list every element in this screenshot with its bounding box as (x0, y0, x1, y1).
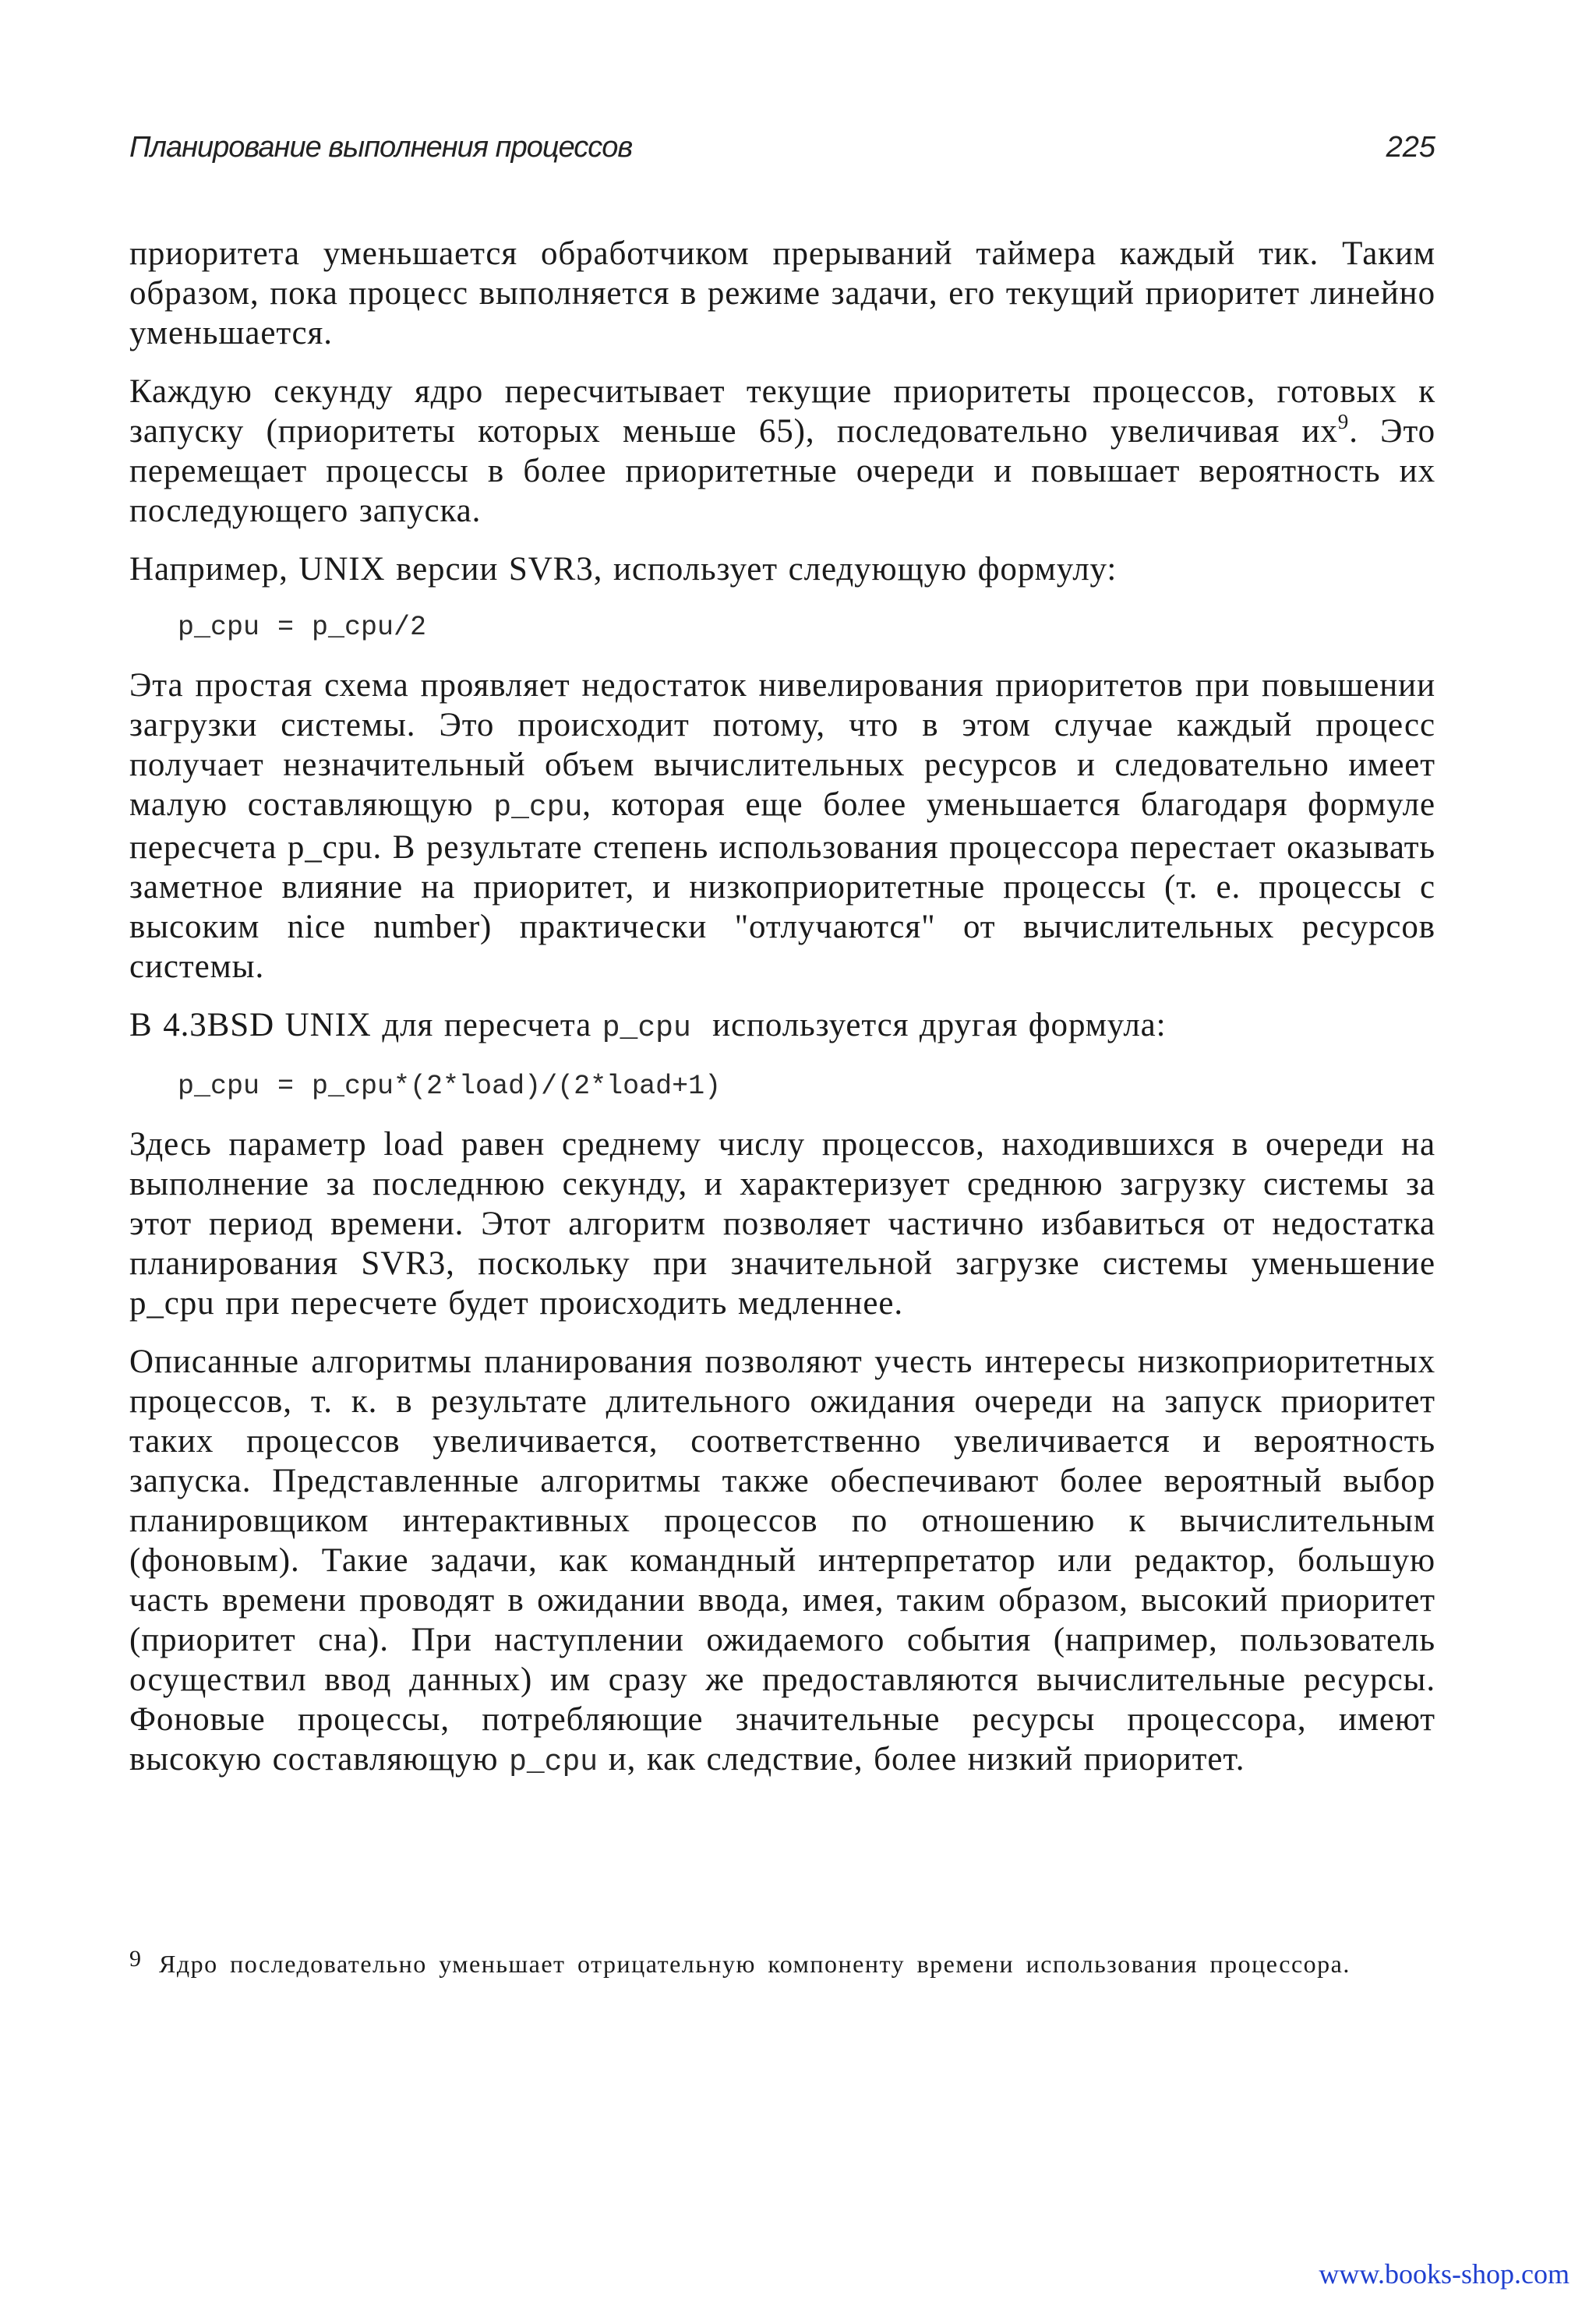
paragraph-3: Например, UNIX версии SVR3, использует следующую формулу: (129, 551, 1118, 588)
paragraph-5-tail: используется другая формула: (712, 1007, 1167, 1043)
page-header (129, 131, 1435, 178)
inline-code-p-cpu: p_cpu (509, 1746, 598, 1779)
running-title: Планирование выполнения процессов (129, 131, 633, 164)
paragraph-7-text: Описанные алгоритмы планирования позволяют учесть интересы низкоприоритетных процессов, т. к. в результате длительного ожидания очереди на запуск приоритет таких процессов увеличивается, соответственно увеличивается и вероятность запуска. Представленные алгоритмы также обеспечивают более вероятный выбор планировщиком интерактивных процессов по отношению к вычислительным (фоновым). Такие задачи, как командный интерпретатор или редактор, большую часть времени проводят в ожидании ввода, имея, таким образом, высокий приоритет (приоритет сна). При наступлении ожидаемого события (например, пользователь осуществил ввод данных) им сразу же предоставляются вычислительные ресурсы. Фоновые процессы, потребляющие значительные ресурсы процессора, имеют высокую составляющую (129, 1343, 1435, 1778)
paragraph-7-tail: и, как следствие, более низкий приоритет. (608, 1741, 1245, 1778)
body-text (129, 234, 1435, 1801)
inline-code-p-cpu: p_cpu (493, 791, 583, 824)
paragraph-2 (129, 372, 1435, 531)
paragraph-2-text: Каждую секунду ядро пересчитывает текущие приоритеты процессов, готовых к запуску (приоритеты которых меньше 65), последовательно увеличивая их (129, 373, 1435, 450)
paragraph-5 (129, 1005, 1435, 1048)
watermark-link[interactable]: www.books-shop.com (1319, 2258, 1570, 2290)
paragraph-4-tail: , которая еще более уменьшается благодаря формуле пересчета p_cpu. В результате степень использования процессора перестает оказывать заметное влияние на приоритет, и низкоприоритетные процессы (т. е. процессы с высоким nice number) практически "отлучаются" от вычислительных ресурсов системы. (129, 786, 1436, 985)
paragraph-7 (129, 1342, 1435, 1782)
formula-bsd: p_cpu = p_cpu*(2*load)/(2*load+1) (178, 1071, 722, 1102)
paragraph-6: Здесь параметр load равен среднему числу процессов, находившихся в очереди на выполнение за последнюю секунду, и характеризует среднюю загрузку системы за этот период времени. Этот алгоритм позволяет частично избавиться от недостатка планирования SVR3, поскольку при значительной загрузке системы уменьшение p_cpu при пересчете будет происходить медленнее. (129, 1126, 1435, 1322)
paragraph-5-text: В 4.3BSD UNIX для пересчета (129, 1007, 592, 1043)
paragraph-2-tail: . Это перемещает процессы в более приоритетные очереди и повышает вероятность их последующего запуска. (129, 413, 1435, 529)
inline-code-p-cpu: p_cpu (602, 1012, 691, 1045)
footnote (129, 1948, 1435, 1979)
formula-svr3: p_cpu = p_cpu/2 (178, 612, 427, 643)
paragraph-4-text: Эта простая схема проявляет недостаток нивелирования приоритетов при повышении загрузки системы. Это происходит потому, что в этом случае каждый процесс получает незначительный объем вычислительных ресурсов и следовательно имеет малую составляющую (129, 667, 1435, 823)
footnote-mark: 9 (129, 1946, 143, 1972)
footnote-ref: 9 (1337, 410, 1350, 433)
paragraph-1: приоритета уменьшается обработчиком прерываний таймера каждый тик. Таким образом, пока процесс выполняется в режиме задачи, его текущий приоритет линейно уменьшается. (129, 235, 1435, 351)
paragraph-4 (129, 666, 1435, 987)
page-number: 225 (1386, 131, 1435, 164)
footnote-text: Ядро последовательно уменьшает отрицательную компоненту времени использования процессора. (159, 1950, 1351, 1978)
